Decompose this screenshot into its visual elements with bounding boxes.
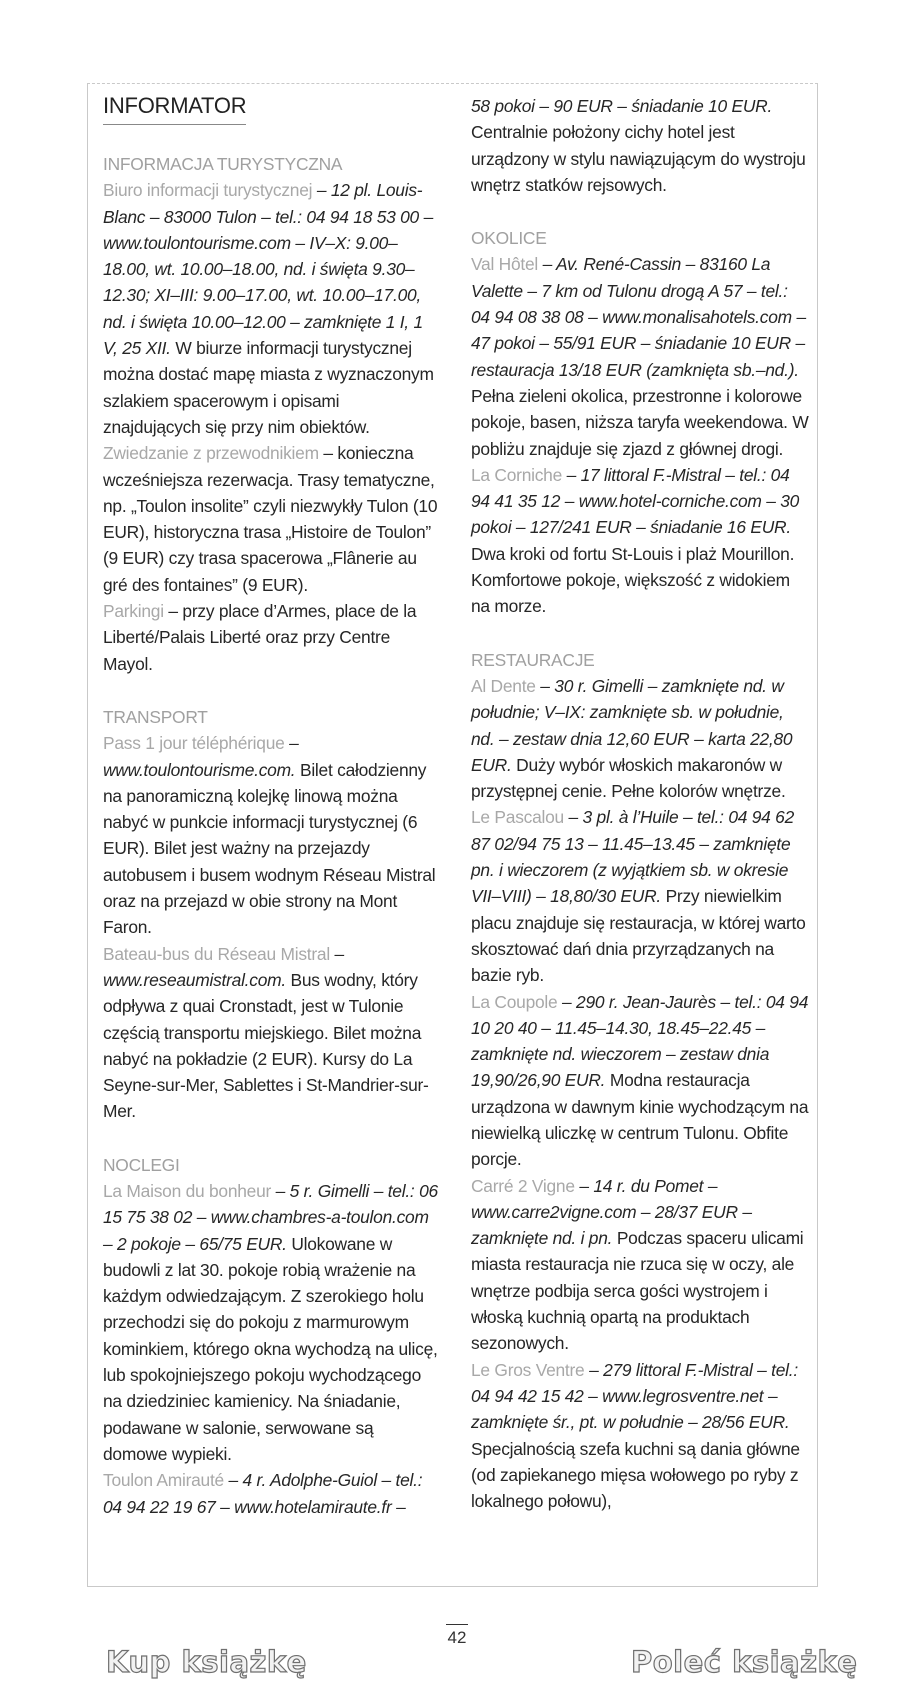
entry-text: Specjalnością szefa kuchni są dania główne (od zapiekanego mięsa wołowego po ryby z lokalnego połowu), [471, 1438, 800, 1512]
entry-details: – 30 r. Gimelli – zamknięte nd. w południe; V–IX: zamknięte sb. w południe, nd. – zestaw dnia 12,60 EUR – karta 22,80 EUR. [471, 675, 793, 775]
entry-details: – 12 pl. Louis-Blanc – 83000 Tulon – tel.: 04 94 18 53 00 – www.toulontourisme.com – IV–X: 9.00–18.00, wt. 10.00–18.00, nd. i święta 9.30–12.30; XI–III: 9.00–17.00, wt. 10.00–17.00, nd. i święta 10.00–12.00 – zamknięte 1 I, 1 V, 25 XII. [103, 180, 433, 359]
section-heading-tourist-info: INFORMACJA TURYSTYCZNA [103, 154, 343, 174]
buy-book-button[interactable]: Kup książkę [106, 1645, 307, 1679]
page-title: INFORMATOR [103, 93, 247, 118]
entry-text: Przy niewielkim placu znajduje się restauracja, w której warto skosztować dań dnia przyrządzanych na bazie ryb. [471, 886, 806, 986]
entry-name: Toulon Amirauté [103, 1470, 224, 1491]
entry-text: Pełna zieleni okolica, przestronne i kolorowe pokoje, basen, niższa taryfa weekendowa. W pobliżu znajduje się zjazd z głównej drogi. [471, 385, 809, 459]
entry-name: Zwiedzanie z przewodnikiem [103, 443, 319, 464]
entry-bateau-bus [103, 941, 441, 1125]
entry-le-pascalou [471, 804, 809, 988]
section-heading-restaurants: RESTAURACJE [471, 649, 595, 670]
entry-name: Parkingi [103, 601, 164, 622]
entry-amiraute-continued [471, 93, 809, 198]
page-number: 42 [447, 1628, 467, 1647]
entry-text: W biurze informacji turystycznej można dostać mapę miasta z wyznaczonym szlakiem spacerowym i opisami znajdujących się przy nim obiektów. [103, 338, 434, 437]
entry-toulon-amiraute [103, 1467, 441, 1520]
entry-text: Duży wybór włoskich makaronów w przystępnej cenie. Pełne kolorów wnętrze. [471, 754, 786, 802]
entry-carre-2-vigne [471, 1173, 809, 1357]
entry-guided-tours [103, 440, 441, 598]
entry-parking [103, 598, 441, 677]
entry-pass [103, 730, 441, 940]
entry-text: Centralnie położony cichy hotel jest urządzony w stylu nawiązującym do wystroju wnętrz statków rejsowych. [471, 122, 806, 195]
entry-details: – 14 r. du Pomet – www.carre2vigne.com – 28/37 EUR – zamknięte nd. i pn. [471, 1175, 752, 1249]
entry-la-coupole [471, 989, 809, 1173]
entry-name: Val Hôtel [471, 254, 539, 275]
entry-name: Bateau-bus du Réseau Mistral [103, 943, 330, 964]
entry-text: Modna restauracja urządzona w dawnym kinie wychodzącym na niewielką uliczkę w centrum Tulonu. Obfite porcje. [471, 1070, 809, 1170]
entry-tourist-office [103, 177, 441, 440]
entry-la-corniche [471, 462, 809, 620]
entry-text: Podczas spaceru ulicami miasta restauracja nie rzuca się w oczy, ale wnętrze podbija serca gości wystrojem i włoską kuchnią opartą na produktach sezonowych. [471, 1228, 804, 1354]
page-number-rule [446, 1624, 468, 1625]
section-heading-transport: TRANSPORT [103, 706, 208, 727]
page-frame [87, 83, 818, 1587]
entry-name: La Corniche [471, 464, 563, 485]
entry-al-dente [471, 673, 809, 804]
entry-le-gros-ventre [471, 1357, 809, 1515]
entry-name: Carré 2 Vigne [471, 1175, 575, 1196]
title-underline [103, 124, 246, 125]
entry-details: – 3 pl. à l’Huile – tel.: 04 94 62 87 02/94 75 13 – 11.45–13.45 – zamknięte pn. i wieczorem (z wyjątkiem sb. w okresie VII–VIII) – 18,80/30 EUR. [471, 807, 795, 907]
entry-details: – 279 littoral F.-Mistral – tel.: 04 94 42 15 42 – www.legrosventre.net – zamknięte śr., pt. w południe – 28/56 EUR. [471, 1359, 798, 1433]
entry-text: – przy place d’Armes, place de la Liberté/Palais Liberté oraz przy Centre Mayol. [103, 601, 417, 674]
entry-name: La Coupole [471, 991, 558, 1012]
entry-text: – konieczna wcześniejsza rezerwacja. Trasy tematyczne, np. „Toulon insolite” czyli niezwykły Tulon (10 EUR), historyczna trasa „Histoire de Toulon” (9 EUR) czy trasa spacerowa „Flânerie au gré des fontaines” (9 EUR). [103, 443, 438, 595]
entry-text: Dwa kroki od fortu St-Louis i plaż Mourillon. Komfortowe pokoje, większość z widokiem na morze. [471, 543, 795, 617]
entry-val-hotel [471, 251, 809, 461]
entry-name: La Maison du bonheur [103, 1180, 272, 1201]
entry-name: Le Pascalou [471, 807, 564, 828]
entry-name: Le Gros Ventre [471, 1359, 585, 1380]
entry-text: Bilet całodzienny na panoramiczną kolejkę linową można nabyć w punkcie informacji turystycznej (6 EUR). Bilet jest ważny na przejazdy autobusem i busem wodnym Réseau Mistral oraz na przejazd w obie strony na Mont Faron. [103, 759, 436, 938]
entry-text: Bus wodny, który odpływa z quai Cronstadt, jest w Tulonie częścią transportu miejskiego. Bilet można nabyć na pokładzie (2 EUR). Kursy do La Seyne-sur-Mer, Sablettes i St-Mandrier-sur-Mer. [103, 969, 429, 1122]
entry-details: 58 pokoi – 90 EUR – śniadanie 10 EUR. [471, 96, 773, 116]
section-heading-lodging: NOCLEGI [103, 1154, 180, 1175]
entry-details: – 290 r. Jean-Jaurès – tel.: 04 94 10 20 40 – 11.45–14.30, 18.45–22.45 – zamknięte nd. wieczorem – zestaw dnia 19,90/26,90 EUR. [471, 991, 809, 1091]
entry-details: – 4 r. Adolphe-Guiol – tel.: 04 94 22 19 67 – www.hotelamiraute.fr – [103, 1470, 423, 1517]
entry-details: – www.toulontourisme.com. [103, 733, 299, 780]
section-heading-surroundings: OKOLICE [471, 228, 547, 249]
entry-details: – 5 r. Gimelli – tel.: 06 15 75 38 02 – www.chambres-a-toulon.com – 2 pokoje – 65/75 EUR. [103, 1180, 438, 1254]
entry-maison-du-bonheur [103, 1178, 441, 1467]
right-column [471, 84, 809, 1514]
entry-details: – www.reseaumistral.com. [103, 943, 344, 990]
entry-details: – Av. René-Cassin – 83160 La Valette – 7 km od Tulonu drogą A 57 – tel.: 04 94 08 38 08 – www.monalisahotels.com – 47 pokoi – 55/91 EUR – śniadanie 10 EUR – restauracja 13/18 EUR (zamknięta sb.–nd.). [471, 254, 806, 380]
entry-details: – 17 littoral F.-Mistral – tel.: 04 94 41 35 12 – www.hotel-corniche.com – 30 pokoi – 127/241 EUR – śniadanie 16 EUR. [471, 464, 800, 538]
recommend-book-button[interactable]: Poleć książkę [631, 1645, 858, 1679]
entry-name: Biuro informacji turystycznej [103, 180, 313, 201]
entry-text: Ulokowane w budowli z lat 30. pokoje robią wrażenie na każdym odwiedzającym. Z szerokiego holu przechodzi się do pokoju z marmurowym kominkiem, którego okna wychodzą na ulicę, lub spokojniejszego pokoju wychodzącego na dziedziniec kamienicy. Na śniadanie, podawane w salonie, serwowane są domowe wypieki. [103, 1233, 438, 1464]
entry-name: Pass 1 jour téléphérique [103, 733, 285, 754]
left-column [103, 84, 441, 1520]
entry-name: Al Dente [471, 675, 536, 696]
